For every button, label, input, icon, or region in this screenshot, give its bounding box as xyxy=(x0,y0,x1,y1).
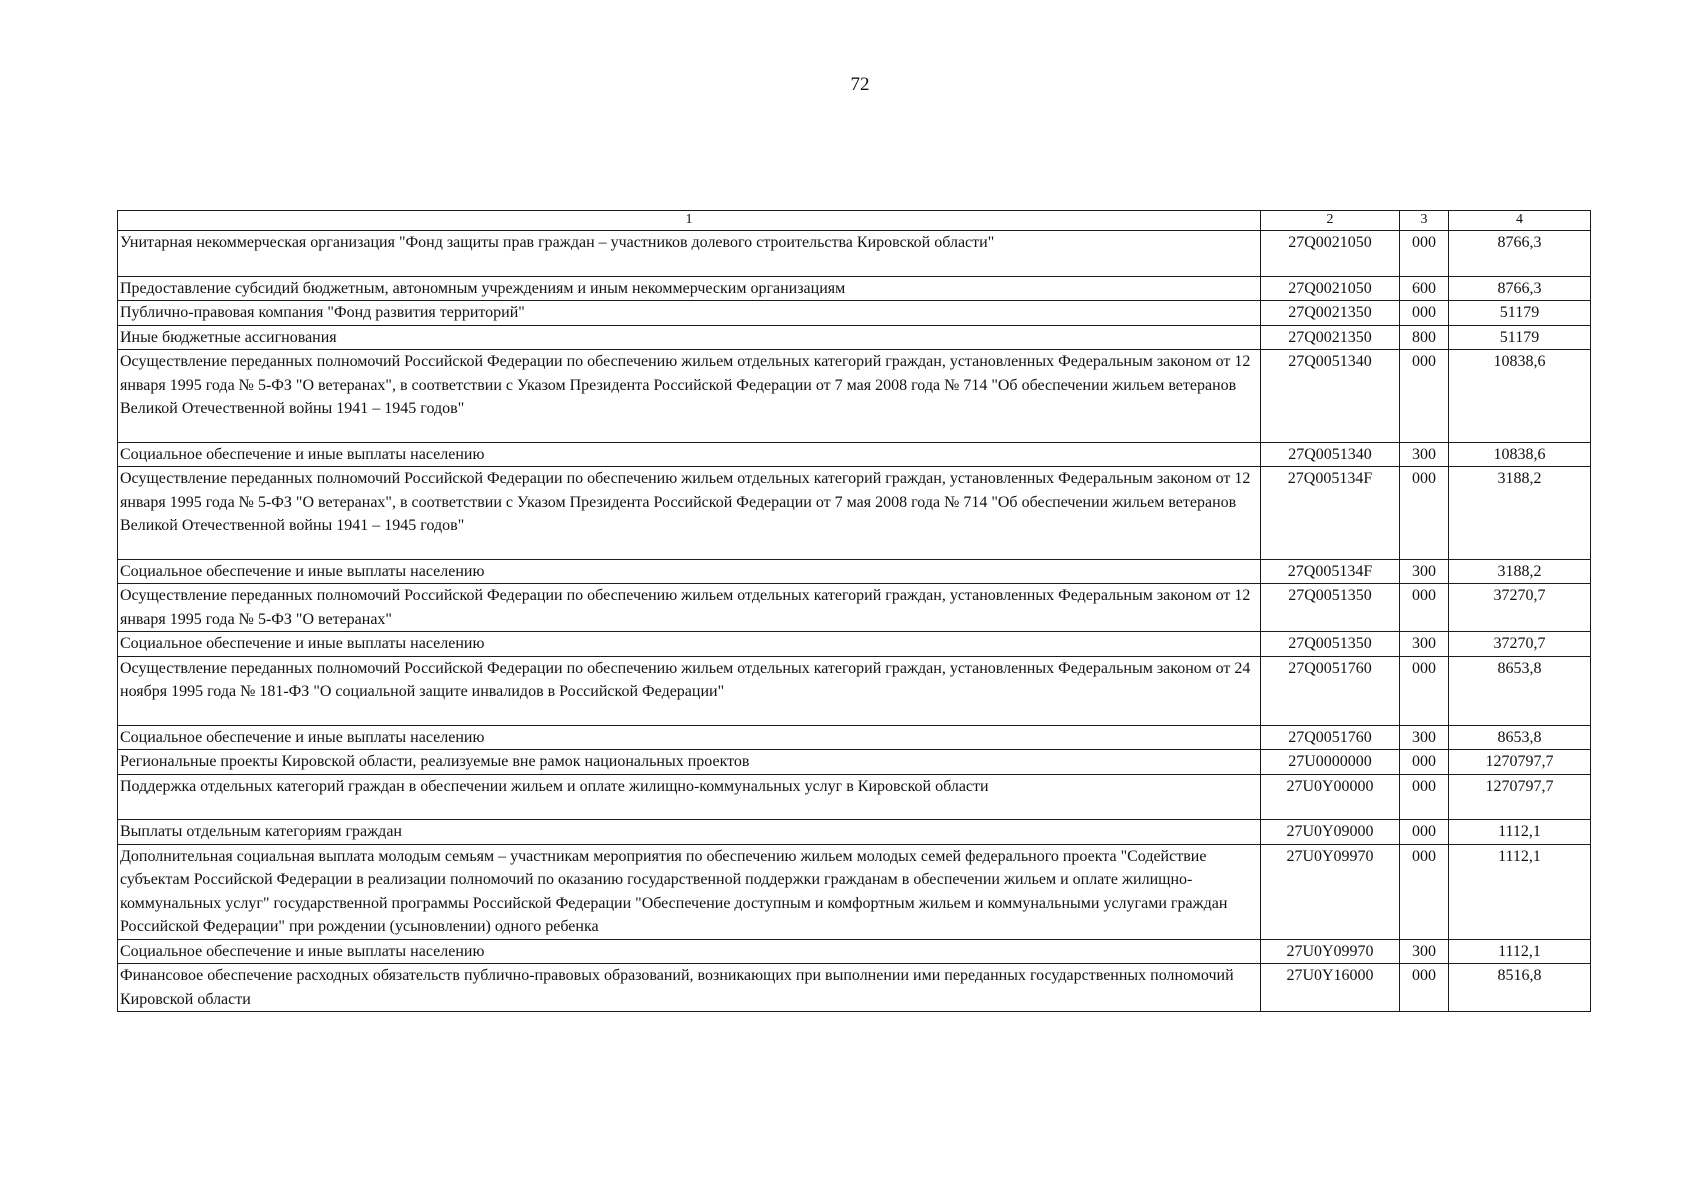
row-kind-cell: 000 xyxy=(1400,467,1449,560)
row-kind-cell: 000 xyxy=(1400,820,1449,845)
row-kind-cell: 000 xyxy=(1400,964,1449,1012)
table-row xyxy=(118,774,1591,820)
row-code-cell: 27U0Y00000 xyxy=(1261,774,1400,820)
row-name-cell: Социальное обеспечение и иные выплаты населению xyxy=(118,442,1261,467)
row-kind-cell: 300 xyxy=(1400,632,1449,657)
table-row xyxy=(118,442,1591,467)
row-kind-cell: 000 xyxy=(1400,844,1449,939)
row-kind-cell: 000 xyxy=(1400,231,1449,277)
row-code-cell: 27Q0051350 xyxy=(1261,632,1400,657)
row-name-cell: Выплаты отдельным категориям граждан xyxy=(118,820,1261,845)
row-amount-cell: 8766,3 xyxy=(1449,231,1591,277)
row-name-cell: Публично-правовая компания "Фонд развития территорий" xyxy=(118,301,1261,326)
row-kind-cell: 600 xyxy=(1400,276,1449,301)
row-code-cell: 27Q0021350 xyxy=(1261,325,1400,350)
row-name-cell: Дополнительная социальная выплата молодым семьям – участникам мероприятия по обеспечению жильем молодых семей федерального проекта "Содействие субъектам Российской Федерации в реализации полномочий по оказанию государственной поддержки гражданам в обеспечении жильем и оплате жилищно-коммунальных услуг" государственной программы Российской Федерации "Обеспечение доступным и комфортным жильем и коммунальными услугами граждан Российской Федерации" при рождении (усыновлении) одного ребенка xyxy=(118,844,1261,939)
row-name-cell: Осуществление переданных полномочий Российской Федерации по обеспечению жильем отдельных категорий граждан, установленных Федеральным законом от 24 ноября 1995 года № 181-ФЗ "О социальной защите инвалидов в Российской Федерации" xyxy=(118,656,1261,725)
row-amount-cell: 8653,8 xyxy=(1449,656,1591,725)
row-code-cell: 27U0000000 xyxy=(1261,750,1400,775)
table-row xyxy=(118,939,1591,964)
row-kind-cell: 000 xyxy=(1400,350,1449,443)
row-code-cell: 27Q0051760 xyxy=(1261,656,1400,725)
row-kind-cell: 000 xyxy=(1400,750,1449,775)
row-amount-cell: 8653,8 xyxy=(1449,725,1591,750)
row-name-cell: Осуществление переданных полномочий Российской Федерации по обеспечению жильем отдельных категорий граждан, установленных Федеральным законом от 12 января 1995 года № 5-ФЗ "О ветеранах", в соответствии с Указом Президента Российской Федерации от 7 мая 2008 года № 714 "Об обеспечении жильем ветеранов Великой Отечественной войны 1941 – 1945 годов" xyxy=(118,350,1261,443)
table-row xyxy=(118,820,1591,845)
row-code-cell: 27Q0051340 xyxy=(1261,350,1400,443)
row-name-cell: Социальное обеспечение и иные выплаты населению xyxy=(118,725,1261,750)
row-kind-cell: 000 xyxy=(1400,656,1449,725)
row-code-cell: 27U0Y16000 xyxy=(1261,964,1400,1012)
row-kind-cell: 800 xyxy=(1400,325,1449,350)
row-kind-cell: 300 xyxy=(1400,442,1449,467)
header-kind: 3 xyxy=(1400,211,1449,231)
page-number: 72 xyxy=(850,74,870,95)
row-amount-cell: 8766,3 xyxy=(1449,276,1591,301)
row-code-cell: 27Q0021050 xyxy=(1261,276,1400,301)
table-row xyxy=(118,844,1591,939)
budget-table xyxy=(117,210,1591,1012)
row-name-cell: Предоставление субсидий бюджетным, автономным учреждениям и иным некоммерческим организациям xyxy=(118,276,1261,301)
table-row xyxy=(118,467,1591,560)
row-code-cell: 27U0Y09000 xyxy=(1261,820,1400,845)
table-row xyxy=(118,964,1591,1012)
row-amount-cell: 1270797,7 xyxy=(1449,774,1591,820)
row-code-cell: 27Q0021350 xyxy=(1261,301,1400,326)
row-code-cell: 27Q0051760 xyxy=(1261,725,1400,750)
row-name-cell: Иные бюджетные ассигнования xyxy=(118,325,1261,350)
row-amount-cell: 3188,2 xyxy=(1449,559,1591,584)
row-amount-cell: 1270797,7 xyxy=(1449,750,1591,775)
row-kind-cell: 300 xyxy=(1400,939,1449,964)
row-code-cell: 27U0Y09970 xyxy=(1261,939,1400,964)
table-row xyxy=(118,231,1591,277)
header-amount: 4 xyxy=(1449,211,1591,231)
row-amount-cell: 1112,1 xyxy=(1449,844,1591,939)
row-code-cell: 27Q005134F xyxy=(1261,559,1400,584)
row-code-cell: 27Q0051350 xyxy=(1261,584,1400,632)
header-code: 2 xyxy=(1261,211,1400,231)
table-row xyxy=(118,632,1591,657)
table-row xyxy=(118,301,1591,326)
row-amount-cell: 3188,2 xyxy=(1449,467,1591,560)
row-name-cell: Поддержка отдельных категорий граждан в обеспечении жильем и оплате жилищно-коммунальных услуг в Кировской области xyxy=(118,774,1261,820)
table-row xyxy=(118,559,1591,584)
table-row xyxy=(118,725,1591,750)
row-amount-cell: 51179 xyxy=(1449,325,1591,350)
row-amount-cell: 51179 xyxy=(1449,301,1591,326)
row-code-cell: 27Q0051340 xyxy=(1261,442,1400,467)
row-amount-cell: 10838,6 xyxy=(1449,442,1591,467)
row-kind-cell: 000 xyxy=(1400,301,1449,326)
row-kind-cell: 300 xyxy=(1400,559,1449,584)
table-row xyxy=(118,276,1591,301)
header-name: 1 xyxy=(118,211,1261,231)
row-name-cell: Региональные проекты Кировской области, реализуемые вне рамок национальных проектов xyxy=(118,750,1261,775)
row-amount-cell: 8516,8 xyxy=(1449,964,1591,1012)
row-amount-cell: 37270,7 xyxy=(1449,584,1591,632)
table-row xyxy=(118,656,1591,725)
row-name-cell: Унитарная некоммерческая организация "Фонд защиты прав граждан – участников долевого строительства Кировской области" xyxy=(118,231,1261,277)
row-amount-cell: 1112,1 xyxy=(1449,939,1591,964)
table-header-row xyxy=(118,211,1591,231)
row-name-cell: Осуществление переданных полномочий Российской Федерации по обеспечению жильем отдельных категорий граждан, установленных Федеральным законом от 12 января 1995 года № 5-ФЗ "О ветеранах", в соответствии с Указом Президента Российской Федерации от 7 мая 2008 года № 714 "Об обеспечении жильем ветеранов Великой Отечественной войны 1941 – 1945 годов" xyxy=(118,467,1261,560)
row-code-cell: 27U0Y09970 xyxy=(1261,844,1400,939)
row-name-cell: Социальное обеспечение и иные выплаты населению xyxy=(118,939,1261,964)
row-name-cell: Социальное обеспечение и иные выплаты населению xyxy=(118,632,1261,657)
row-name-cell: Финансовое обеспечение расходных обязательств публично-правовых образований, возникающих при выполнении ими переданных государственных полномочий Кировской области xyxy=(118,964,1261,1012)
row-code-cell: 27Q0021050 xyxy=(1261,231,1400,277)
row-code-cell: 27Q005134F xyxy=(1261,467,1400,560)
row-kind-cell: 300 xyxy=(1400,725,1449,750)
table-row xyxy=(118,350,1591,443)
row-amount-cell: 1112,1 xyxy=(1449,820,1591,845)
row-kind-cell: 000 xyxy=(1400,584,1449,632)
table-row xyxy=(118,325,1591,350)
row-amount-cell: 37270,7 xyxy=(1449,632,1591,657)
table-body xyxy=(118,211,1591,1012)
row-name-cell: Социальное обеспечение и иные выплаты населению xyxy=(118,559,1261,584)
table-row xyxy=(118,750,1591,775)
row-kind-cell: 000 xyxy=(1400,774,1449,820)
table-row xyxy=(118,584,1591,632)
row-name-cell: Осуществление переданных полномочий Российской Федерации по обеспечению жильем отдельных категорий граждан, установленных Федеральным законом от 12 января 1995 года № 5-ФЗ "О ветеранах" xyxy=(118,584,1261,632)
row-amount-cell: 10838,6 xyxy=(1449,350,1591,443)
